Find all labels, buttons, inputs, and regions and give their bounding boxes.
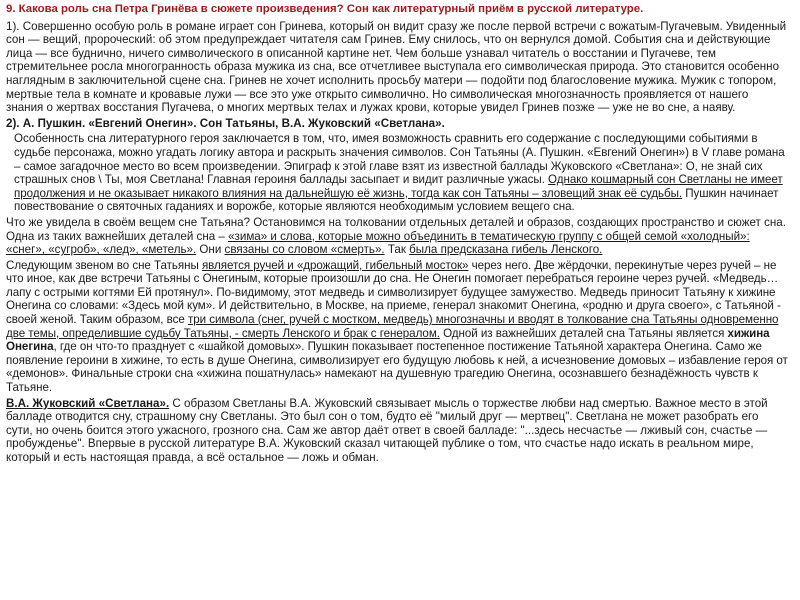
section-3-paragraph — [6, 397, 788, 465]
para3-text-b: через него. Две жёрдочки, перекинутые через ручей – не что иное, как две встречи Татьяны с Онегиным, которые произошли до сна. Не Онегин помогает перебраться героине через ручей. «Медведь… лапу с острыми когтями Ей протянул». По-видимому, этот медведь и символизирует будущее замужество. Медведь приносит Татьяну к хижине Онегина со словами: «Здесь мой кум». И действительно, в Москве, на приеме, генерал знакомит Онегина, «родню и друга своего», с Татьяной - своей женой. Таким образом, все — [6, 258, 781, 327]
para2-underlined-2: связаны со словом «смерть». — [224, 243, 385, 257]
para2-underlined-3: была предсказана гибель Ленского. — [409, 243, 603, 257]
question-title: 9. Какова роль сна Петра Гринёва в сюжете произведения? Сон как литературный приём в русской литературе. — [6, 3, 644, 15]
para3-underlined-1: является ручей и «дрожащий, гибельный мосток» — [201, 258, 469, 272]
para2-text-b: Они — [196, 243, 225, 257]
para2-text-c: Так — [384, 243, 410, 257]
section-2-number: 2). — [6, 116, 23, 130]
section-1-paragraph: 1). Совершенно особую роль в романе играет сон Гринева, который он видит сразу же после первой встречи с вожатым-Пугачевым. Увиденный сон — вещий, пророческий: об этом предупреждает читателя сам Гринев. Ему снилось, что он вернулся домой. События сна и действующие лица — все буднично, ничего символического в описанной картине нет. Чем больше узнавал читатель о восстании и Пугачеве, тем стремительнее росла многогранность образа мужика из сна, все отчетливее выступала его символическая природа. Это становится особенно наглядным в заключительной сцене сна. Гринев не хочет исполнить просьбу матери — подойти под благословение мужика. Мужик с топором, мертвые тела в комнате и кровавые лужи — все это уже открыто символично. Но символическая многозначность проявляется от нашего знания о жертвах восстания Пугачева, о многих мертвых телах и лужах крови, которые увидел Гринев позже — уже не во сне, а наяву. — [6, 19, 787, 115]
section-2-paragraph-3 — [6, 259, 788, 395]
section-2-paragraph-1 — [6, 132, 788, 214]
para2-text-a: Что же увидела в своём вещем сне Татьяна? Остановимся на толковании отдельных деталей и образов, создающих пространство и сюжет сна. Одна из таких важнейших деталей сна – — [6, 215, 786, 243]
section-2-heading-line — [6, 117, 788, 131]
para1-text: Особенность сна литературного героя заключается в том, что, имея возможность сравнить его содержание с последующими событиями в судьбе персонажа, можно угадать логику автора и раскрыть значения символов. Сон Татьяны (А. Пушкин. «Евгений Онегин») в V главе романа – самое загадочное место во всем произведении. Эпиграф к этой главе взят из известной баллады Жуковского «Светлана»: О, не знай сих страшных снов \ Ты, моя Светлана! Главная героиня баллады засыпает и видит различные ужасы. — [14, 132, 785, 187]
para3-text-d: , где он что-то празднует с «шайкой домовых». Пушкин показывает постепенное постижение Татьяной характера Онегина. Само же появление героини в хижине, то есть в душе Онегина, символизирует его будущую любовь к ней, а исчезновение домовых – избавление героя от «демонов». Финальные строки сна «хижина пошатнулась» намекают на душевную трагедию Онегина, осознавшего безнадёжность чувств к Татьяне. — [6, 340, 788, 395]
para2-underlined-1: «зима» и слова, которые можно объединить в тематическую группу с общей семой «холодный»: «снег», «сугроб», «лед», «метель». — [6, 229, 750, 257]
para1-underlined: Однако кошмарный сон Светланы не имеет продолжения и не оказывает никакого влияния на дальнейшую её жизнь, тогда как сон Татьяны – зловещий знак её судьбы. — [14, 173, 783, 200]
para3-text-a: Следующим звеном во сне Татьяны — [6, 258, 202, 272]
para3-underlined-2: три символа (снег, ручей с мостком, медведь) многозначны и вводят в толкование сна Татьяны одновременно две темы, определившие судьбу Татьяны, - смерть Ленского и брак с генералом. — [6, 313, 779, 340]
para1-tail: Пушкин начинает повествование о святочных гаданиях и ворожбе, которые являются необходимым условием вещего сна. — [14, 186, 779, 214]
section-2-paragraph-2 — [6, 216, 788, 257]
section-2-heading: А. Пушкин. «Евгений Онегин». Сон Татьяны, В.А. Жуковский «Светлана». — [22, 116, 445, 130]
para3-text-c: Одной из важнейших деталей сна Татьяны является — [439, 326, 728, 340]
section-3-heading: В.А. Жуковский «Светлана». — [6, 396, 170, 410]
section-3-text: С образом Светланы В.А. Жуковский связывает мысль о торжестве любви над смертью. Важное место в этой балладе отводится сну, страшному сну Светланы. Это был сон о том, будто её "милый друг — мертвец". Светлана не может разобрать его сути, но очень боится этого ужасного, грозного сна. Сам же автор даёт ответ в своей балладе: "...здесь несчастье — лживый сон, счастье — пробужденье". Впервые в русской литературе В.А. Жуковский сказал читающей публике о том, что счастье надо искать в реальном мире, который и есть настоящая правда, а всё остальное — ложь и обман. — [6, 396, 768, 464]
para3-bold-hut: хижина Онегина — [6, 326, 770, 354]
